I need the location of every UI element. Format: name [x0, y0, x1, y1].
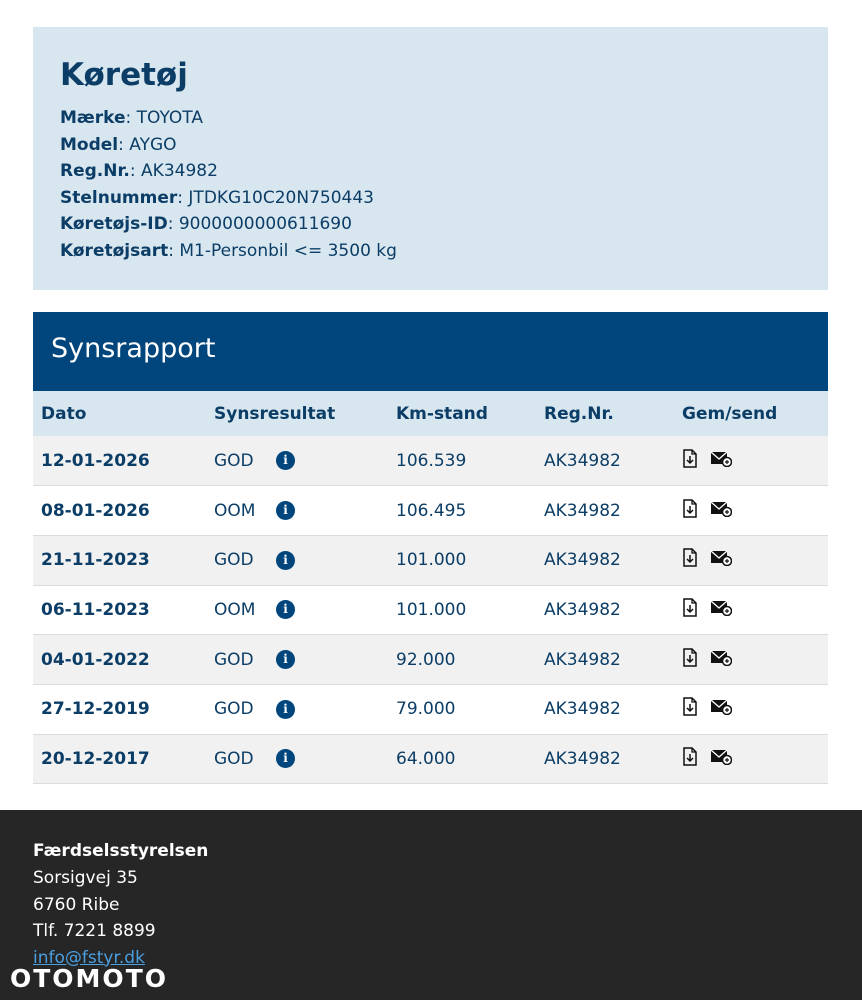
info-icon[interactable]: i — [276, 749, 295, 768]
row-reg: AK34982 — [544, 500, 621, 521]
table-header-row — [33, 391, 828, 436]
vehicle-field-value: 9000000000611690 — [178, 214, 352, 234]
download-document-icon[interactable] — [682, 648, 698, 672]
row-actions — [674, 635, 828, 685]
row-result-cell — [206, 734, 388, 784]
separator: : — [129, 161, 142, 181]
vehicle-field — [60, 211, 801, 238]
row-result-cell — [206, 486, 388, 536]
vehicle-field-value: M1-Personbil <= 3500 kg — [179, 240, 397, 261]
row-result-cell — [206, 585, 388, 635]
row-km: 79.000 — [396, 699, 456, 720]
row-km: 106.495 — [396, 500, 467, 521]
inspection-report — [33, 312, 828, 784]
row-result: GOD — [214, 649, 254, 670]
row-km: 106.539 — [396, 450, 467, 471]
vehicle-field-value: AK34982 — [141, 161, 218, 181]
send-mail-icon[interactable] — [710, 649, 732, 671]
row-date: 27-12-2019 — [41, 699, 150, 720]
row-result: GOD — [214, 450, 254, 471]
vehicle-field — [60, 185, 801, 212]
footer-email-link[interactable]: info@fstyr.dk — [33, 947, 145, 968]
info-icon[interactable]: i — [276, 600, 295, 619]
row-km: 101.000 — [396, 599, 467, 620]
row-result: GOD — [214, 699, 254, 720]
row-date: 21-11-2023 — [41, 550, 150, 571]
send-mail-icon[interactable] — [710, 748, 732, 770]
row-reg: AK34982 — [544, 699, 621, 720]
table-row — [33, 535, 828, 585]
column-result: Synsresultat — [214, 403, 336, 424]
vehicle-field-label: Mærke — [60, 108, 126, 128]
row-date: 04-01-2022 — [41, 649, 150, 670]
row-actions — [674, 486, 828, 536]
report-rows — [33, 436, 828, 784]
row-result: GOD — [214, 748, 254, 769]
row-reg: AK34982 — [544, 748, 621, 769]
info-icon[interactable]: i — [276, 650, 295, 669]
separator: : — [125, 108, 137, 128]
download-document-icon[interactable] — [682, 697, 698, 721]
send-mail-icon[interactable] — [710, 599, 732, 621]
row-result: OOM — [214, 599, 256, 620]
vehicle-field — [60, 158, 801, 185]
row-km: 101.000 — [396, 550, 467, 571]
row-result-cell — [206, 436, 388, 486]
table-row — [33, 585, 828, 635]
info-icon[interactable]: i — [276, 501, 295, 520]
row-reg: AK34982 — [544, 649, 621, 670]
vehicle-fields — [60, 105, 801, 264]
row-reg: AK34982 — [544, 550, 621, 571]
vehicle-field-value: JTDKG10C20N750443 — [188, 187, 374, 208]
row-actions — [674, 734, 828, 784]
info-icon[interactable]: i — [276, 700, 295, 719]
row-reg: AK34982 — [544, 450, 621, 471]
row-date: 20-12-2017 — [41, 748, 150, 769]
row-result-cell — [206, 635, 388, 685]
column-actions: Gem/send — [682, 403, 778, 424]
row-km: 64.000 — [396, 748, 456, 769]
table-row — [33, 635, 828, 685]
row-actions — [674, 585, 828, 635]
table-row — [33, 734, 828, 784]
vehicle-field — [60, 132, 801, 159]
row-date: 08-01-2026 — [41, 500, 150, 521]
vehicle-card — [33, 27, 828, 290]
row-result-cell — [206, 684, 388, 734]
row-result-cell — [206, 535, 388, 585]
vehicle-field-label: Stelnummer — [60, 187, 178, 208]
watermark-logo: OTOMOTO — [10, 964, 168, 993]
info-icon[interactable]: i — [276, 451, 295, 470]
vehicle-field — [60, 238, 801, 265]
row-reg: AK34982 — [544, 599, 621, 620]
vehicle-field-label: Model — [60, 134, 119, 155]
download-document-icon[interactable] — [682, 747, 698, 771]
download-document-icon[interactable] — [682, 449, 698, 473]
row-result: OOM — [214, 500, 256, 521]
vehicle-title: Køretøj — [60, 57, 188, 93]
row-actions — [674, 684, 828, 734]
vehicle-field-label: Reg.Nr. — [60, 161, 130, 181]
info-icon[interactable]: i — [276, 551, 295, 570]
row-km: 92.000 — [396, 649, 456, 670]
footer-phone: Tlf. 7221 8899 — [33, 921, 156, 941]
table-row — [33, 684, 828, 734]
vehicle-field — [60, 105, 801, 132]
send-mail-icon[interactable] — [710, 450, 732, 472]
download-document-icon[interactable] — [682, 499, 698, 523]
download-document-icon[interactable] — [682, 548, 698, 572]
table-row — [33, 436, 828, 486]
vehicle-field-label: Køretøjs-ID — [60, 214, 168, 234]
row-actions — [674, 436, 828, 486]
footer-org: Færdselsstyrelsen — [33, 841, 209, 861]
separator: : — [167, 214, 179, 234]
row-actions — [674, 535, 828, 585]
report-title: Synsrapport — [33, 312, 828, 391]
separator: : — [168, 240, 180, 261]
footer-address: Sorsigvej 35 — [33, 868, 138, 888]
vehicle-field-value: AYGO — [129, 134, 177, 155]
column-date: Dato — [41, 403, 87, 424]
row-result: GOD — [214, 550, 254, 571]
send-mail-icon[interactable] — [710, 549, 732, 571]
send-mail-icon[interactable] — [710, 698, 732, 720]
vehicle-field-value: TOYOTA — [136, 108, 204, 128]
row-date: 12-01-2026 — [41, 450, 150, 471]
send-mail-icon[interactable] — [710, 500, 732, 522]
separator: : — [118, 134, 130, 155]
separator: : — [177, 187, 189, 208]
report-table — [33, 391, 828, 784]
vehicle-field-label: Køretøjsart — [60, 240, 169, 261]
table-row — [33, 486, 828, 536]
footer-city: 6760 Ribe — [33, 894, 120, 915]
row-date: 06-11-2023 — [41, 599, 150, 620]
column-km: Km-stand — [396, 403, 488, 424]
column-reg: Reg.Nr. — [544, 403, 614, 424]
download-document-icon[interactable] — [682, 598, 698, 622]
